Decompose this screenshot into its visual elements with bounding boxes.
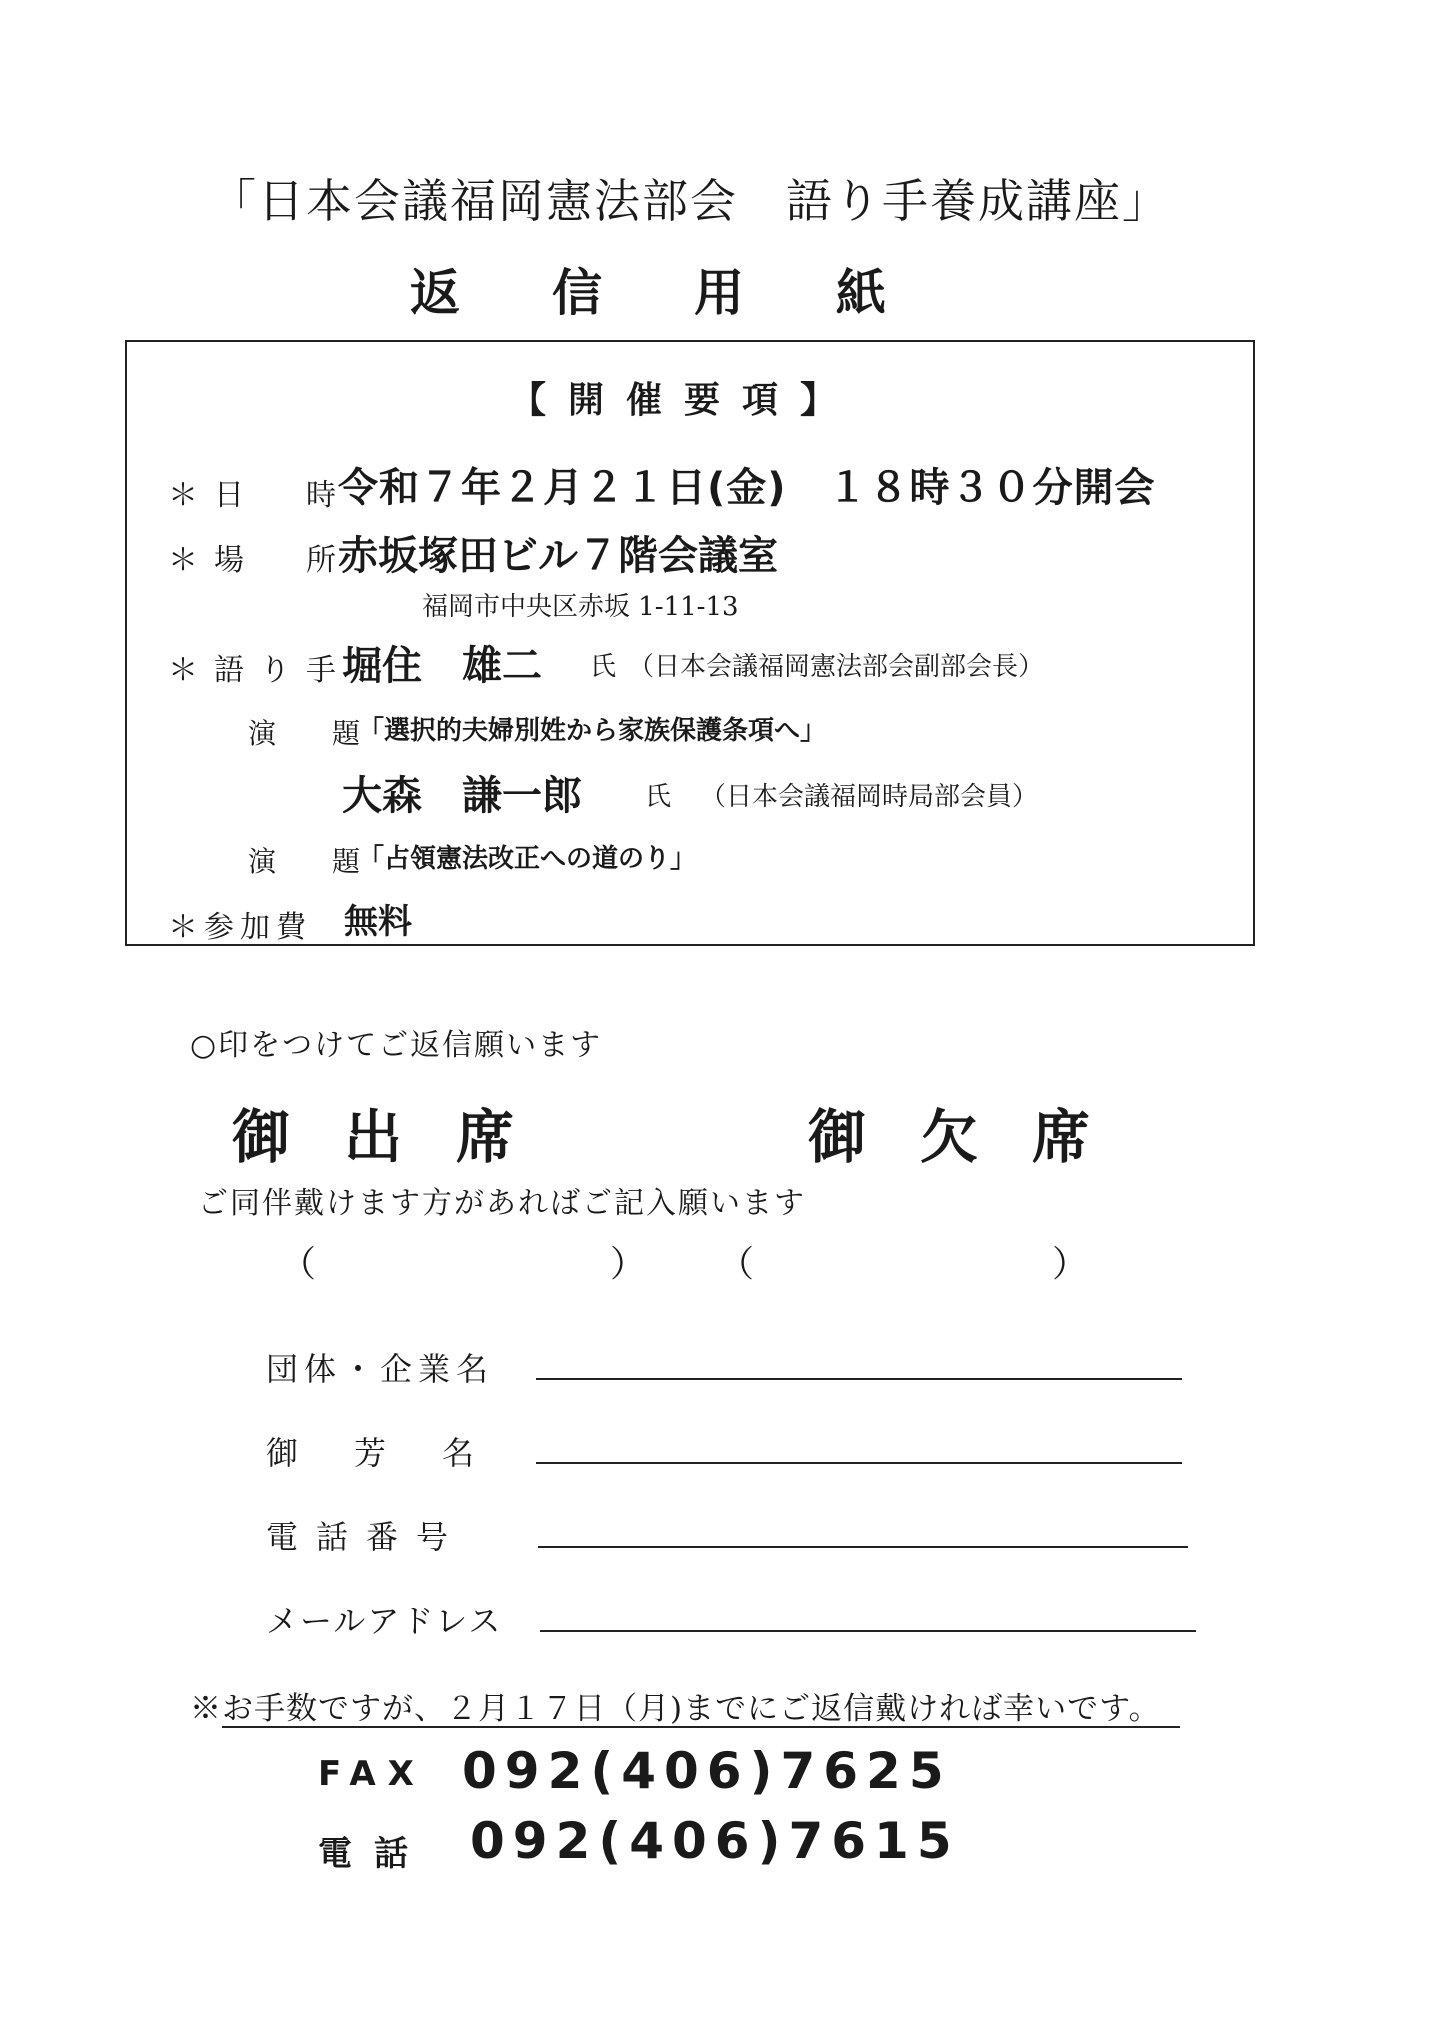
companion2-paren-open: （ (718, 1244, 755, 1285)
reply-instruction: ○印をつけてご返信願います (190, 1028, 603, 1063)
speaker1-honorific: 氏 (590, 652, 617, 682)
attend-option[interactable]: 御出席 (232, 1103, 569, 1171)
companion1-field[interactable] (326, 1240, 606, 1284)
speaker1-topic: 「選択的夫婦別姓から家族保護条項へ」 (358, 716, 827, 746)
name-label: 御 芳 名 (266, 1434, 487, 1472)
venue-value: 赤坂塚田ビル７階会議室 (338, 533, 778, 579)
fax-label: FAX (318, 1754, 426, 1794)
speaker-label: ＊語り手 (168, 653, 352, 688)
document-subtitle: 返信用紙 (410, 263, 978, 322)
event-details-heading: 【開催要項】 (510, 379, 859, 421)
companion2-paren-close: ） (1052, 1244, 1089, 1285)
companion-instruction: ご同伴戴けます方があればご記入願います (198, 1186, 806, 1221)
speaker2-topic: 「占領憲法改正への道のり」 (358, 844, 697, 874)
venue-address: 福岡市中央区赤坂 1-11-13 (422, 592, 739, 622)
date-label: ＊日 時 (168, 478, 352, 513)
venue-label: ＊場 所 (168, 543, 352, 578)
email-label: メールアドレス (266, 1602, 503, 1640)
companion2-field[interactable] (764, 1240, 1044, 1284)
deadline-note: ※お手数ですが、２月１７日（月)までにご返信戴ければ幸いです。 (190, 1691, 1161, 1727)
fee-value: 無料 (344, 902, 412, 942)
name-field[interactable] (536, 1462, 1182, 1464)
speaker1-name: 堀住 雄二 (342, 643, 542, 689)
fax-number: 092(406)7625 (462, 1742, 952, 1800)
companion1-paren-open: （ (280, 1244, 317, 1285)
date-value: 令和７年２月２１日(金) １８時３０分開会 (338, 465, 1156, 511)
speaker2-role: （日本会議福岡時局部会員） (700, 782, 1039, 812)
speaker1-topic-label: 演 題 (248, 717, 375, 750)
speaker2-name: 大森 謙一郎 (342, 773, 582, 819)
phone-label: 電話番号 (266, 1518, 467, 1556)
email-field[interactable] (540, 1630, 1196, 1632)
speaker2-honorific: 氏 (645, 782, 672, 812)
phone-field[interactable] (538, 1546, 1188, 1548)
fee-label: ＊参加費 (168, 910, 312, 945)
speaker2-topic-label: 演 題 (248, 845, 375, 878)
speaker1-role: （日本会議福岡憲法部会副部会長） (628, 652, 1045, 682)
phone-contact-label: 電話 (318, 1834, 430, 1874)
document-title: 「日本会議福岡憲法部会 語り手養成講座」 (210, 174, 1170, 228)
absent-option[interactable]: 御欠席 (808, 1103, 1145, 1171)
companion1-paren-close: ） (610, 1244, 647, 1285)
deadline-underline (222, 1726, 1180, 1728)
organization-field[interactable] (536, 1378, 1182, 1380)
organization-label: 団体・企業名 (266, 1350, 495, 1388)
phone-number: 092(406)7615 (470, 1812, 960, 1870)
